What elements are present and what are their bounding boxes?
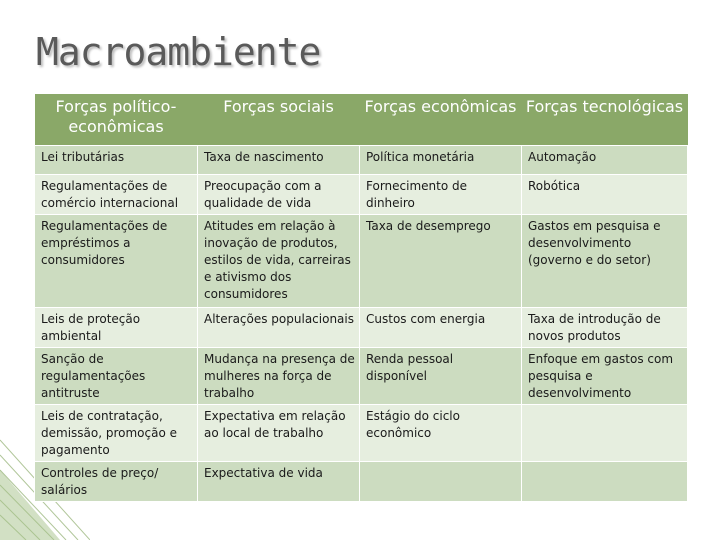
table-row (35, 146, 688, 175)
header-row (35, 94, 688, 146)
table-cell: Leis de contratação, demissão, promoção e pagamento (35, 405, 198, 462)
table-cell: Expectativa em relação ao local de trabalho (198, 405, 360, 462)
table-cell: Regulamentações de empréstimos a consumidores (35, 215, 198, 308)
table-cell: Expectativa de vida (198, 462, 360, 502)
table-cell: Regulamentações de comércio internacional (35, 175, 198, 215)
table-cell: Renda pessoal disponível (360, 348, 522, 405)
page-title: Macroambiente (36, 30, 321, 74)
table-row (35, 405, 688, 462)
header-politico-economicas: Forças político-econômicas (35, 94, 198, 146)
table-cell: Enfoque em gastos com pesquisa e desenvolvimento (522, 348, 688, 405)
table-row (35, 462, 688, 502)
table-cell: Preocupação com a qualidade de vida (198, 175, 360, 215)
table-cell: Mudança na presença de mulheres na força de trabalho (198, 348, 360, 405)
table-cell: Alterações populacionais (198, 308, 360, 348)
table-cell (522, 462, 688, 502)
header-sociais: Forças sociais (198, 94, 360, 146)
table-row (35, 308, 688, 348)
table-cell: Atitudes em relação à inovação de produtos, estilos de vida, carreiras e ativismo dos consumidores (198, 215, 360, 308)
table-cell: Sanção de regulamentações antitruste (35, 348, 198, 405)
table-cell: Taxa de nascimento (198, 146, 360, 175)
table-cell: Taxa de introdução de novos produtos (522, 308, 688, 348)
table-cell: Automação (522, 146, 688, 175)
table-row (35, 348, 688, 405)
table-cell (522, 405, 688, 462)
table-cell: Política monetária (360, 146, 522, 175)
table-cell: Gastos em pesquisa e desenvolvimento (governo e do setor) (522, 215, 688, 308)
macroambiente-table (34, 94, 688, 502)
table-cell: Taxa de desemprego (360, 215, 522, 308)
table-cell: Controles de preço/ salários (35, 462, 198, 502)
table-cell: Estágio do ciclo econômico (360, 405, 522, 462)
table-cell: Custos com energia (360, 308, 522, 348)
table-row (35, 175, 688, 215)
table-cell: Fornecimento de dinheiro (360, 175, 522, 215)
table-row (35, 215, 688, 308)
table-cell: Lei tributárias (35, 146, 198, 175)
table-cell: Leis de proteção ambiental (35, 308, 198, 348)
table-cell: Robótica (522, 175, 688, 215)
header-economicas: Forças econômicas (360, 94, 522, 146)
header-tecnologicas: Forças tecnológicas (522, 94, 688, 146)
table-cell (360, 462, 522, 502)
